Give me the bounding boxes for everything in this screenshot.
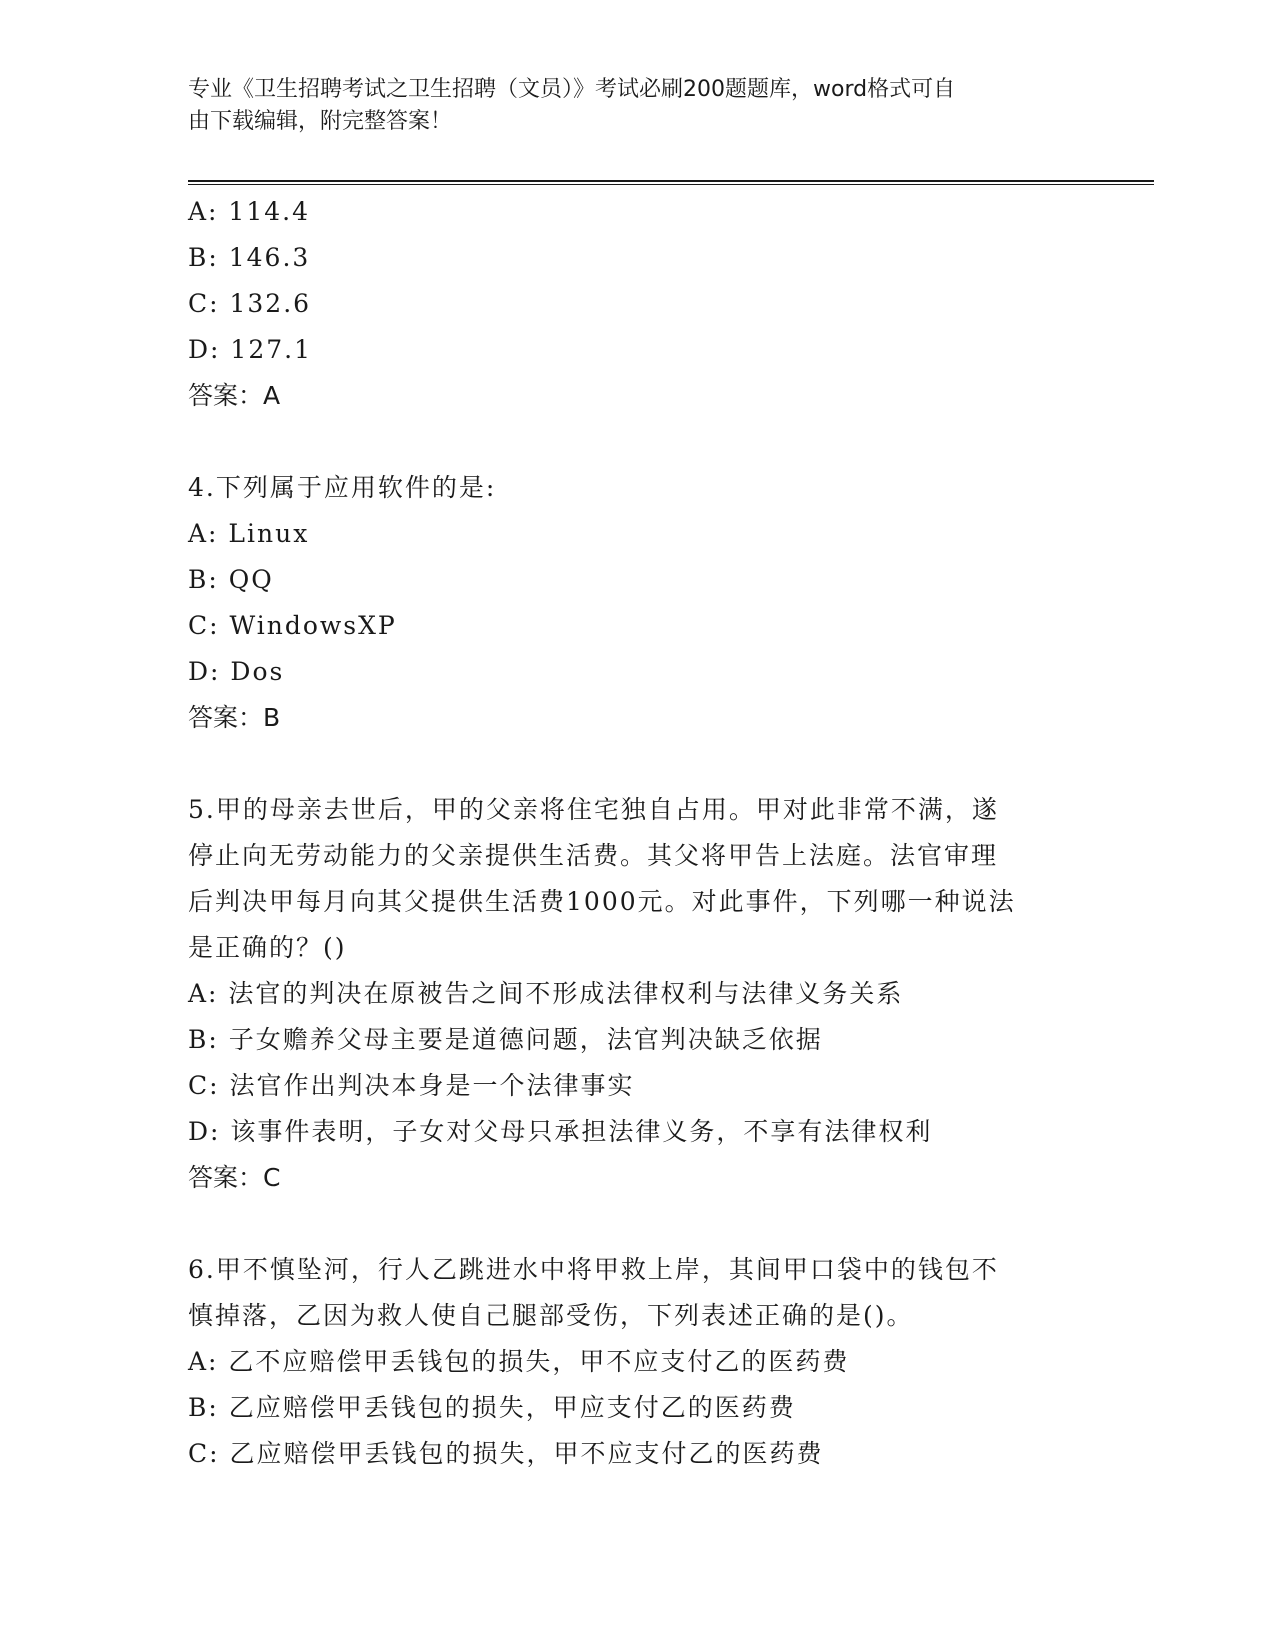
option-a: A: Linux [188,519,310,548]
header-divider-thin [188,184,1154,185]
question-text-line-4: 是正确的？() [188,933,347,962]
document-header [188,74,1068,138]
question-3 [188,189,1088,419]
question-6 [188,1247,1088,1477]
option-a: A: 法官的判决在原被告之间不形成法律权利与法律义务关系 [188,979,904,1008]
option-d: D: 该事件表明，子女对父母只承担法律义务，不享有法律权利 [188,1117,933,1146]
question-text: 4.下列属于应用软件的是: [188,473,497,502]
option-b: B: QQ [188,565,274,594]
question-text-line-1: 6.甲不慎坠河，行人乙跳进水中将甲救上岸，其间甲口袋中的钱包不 [188,1255,999,1284]
option-b: B: 乙应赔偿甲丢钱包的损失，甲应支付乙的医药费 [188,1393,796,1422]
question-text-line-3: 后判决甲每月向其父提供生活费1000元。对此事件，下列哪一种说法 [188,887,1016,916]
question-text-line-2: 慎掉落，乙因为救人使自己腿部受伤，下列表述正确的是()。 [188,1301,914,1330]
option-c: C: WindowsXP [188,611,397,640]
answer-label: 答案：C [188,1163,281,1192]
question-4 [188,465,1088,741]
option-c: C: 法官作出判决本身是一个法律事实 [188,1071,635,1100]
option-d: D: Dos [188,657,285,686]
question-text-line-1: 5.甲的母亲去世后，甲的父亲将住宅独自占用。甲对此非常不满，遂 [188,795,999,824]
option-b: B: 子女赡养父母主要是道德问题，法官判决缺乏依据 [188,1025,823,1054]
header-divider-thick [188,180,1154,182]
option-a: A: 114.4 [188,197,310,226]
question-5 [188,787,1088,1201]
option-b: B: 146.3 [188,243,311,272]
question-text-line-2: 停止向无劳动能力的父亲提供生活费。其父将甲告上法庭。法官审理 [188,841,999,870]
header-line-1: 专业《卫生招聘考试之卫生招聘（文员）》考试必刷200题题库，word格式可自 [188,77,956,102]
spacer [188,1201,1088,1247]
question-content [188,189,1088,1477]
spacer [188,741,1088,787]
option-c: C: 乙应赔偿甲丢钱包的损失，甲不应支付乙的医药费 [188,1439,824,1468]
spacer [188,419,1088,465]
answer-label: 答案：B [188,703,281,732]
header-line-2: 由下载编辑，附完整答案！ [188,109,453,134]
option-d: D: 127.1 [188,335,312,364]
option-c: C: 132.6 [188,289,312,318]
answer-label: 答案：A [188,381,281,410]
option-a: A: 乙不应赔偿甲丢钱包的损失，甲不应支付乙的医药费 [188,1347,850,1376]
